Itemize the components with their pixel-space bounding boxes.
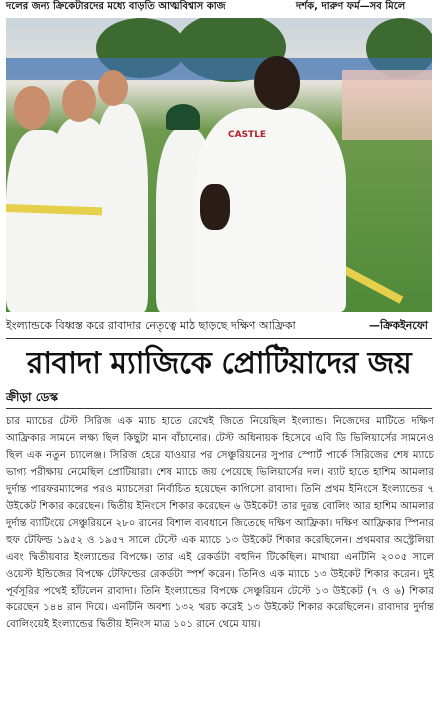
player-left-head [14,86,50,130]
news-photo [6,18,432,312]
article-body: চার ম্যাচের টেস্ট সিরিজ এক ম্যাচ হাতে রেখেই জিতে নিয়েছিল ইংল্যান্ড। নিজেদের মাটিতে দক্ষিণ আফ্রিকার সামনে লক্ষ্য ছিল কিছুটা মান বাঁচানোর। টেস্ট অধিনায়ক হিসেবে এবি ডি ভিলিয়ার্সের সামনেও ছিল এক নতুন চ্যালেঞ্জ। সিরিজ হেরে যাওয়ার পর সেঞ্চুরিয়নের সুপার স্পোর্ট পার্কে সিরিজের শেষ ম্যাচে ভাগ্য পরীক্ষায় নেমেছিল প্রোটিয়ারা। শেষ ম্যাচে জয় পেয়েছে ভিলিয়ার্সের দল। ব্যাট হাতে হাশিম আমলার দুর্দান্ত পারফরম্যান্সের পরও ম্যাচসেরা নির্বাচিত হয়েছেন কাগিসো রাবাদা। তিনি প্রথম ইনিংসে ইংল্যান্ডের ৭ উইকেট শিকার করেছেন। দ্বিতীয় ইনিংসে শিকার করেছেন ৬ উইকেট! তার দুরন্ত বোলিং আর হাশিম আমলার দুর্দান্ত ব্যাটিংয়ে সেঞ্চুরিয়নে ২৮০ রানের বিশাল ব্যবধানে জিতেছে দক্ষিণ আফ্রিকা। দক্ষিণ আফ্রিকার স্পিনার হুফ টেফিল্ড ১৯৫২ ও ১৯৫৭ সালে টেস্টে এক ম্যাচে ১৩ উইকেট শিকার করেছিলেন। প্রথমবার অস্ট্রেলিয়া এবং দ্বিতীয়বার ইংল্যান্ডের বিপক্ষে। তার এই রেকর্ডটা বহুদিন টিকেছিল। মাখায়া এনটিনি ২০০৫ সালে ওয়েস্ট ইন্ডিজের বিপক্ষে টেফিল্ডের রেকর্ডটা স্পর্শ করেন। তিনিও এক ম্যাচে ১৩ উইকেট শিকার করেন। দুই পূর্বসূরির পথেই হাঁটলেন রাবাদা। তিনি ইংল্যান্ডের বিপক্ষে সেঞ্চুরিয়ন টেস্টে ১৩ উইকেট (৭ ও ৬) শিকার করেছেন ১৪৪ রান দিয়ে। এনটিনি অবশ্য ১৩২ খরচ করেই ১৩ উইকেট শিকার করেছিলেন। রাবাদার দুর্দান্ত বোলিংয়েই ইংল্যান্ডের দ্বিতীয় ইনিংস মাত্র ১০১ রানে থেমে যায়। [6,416,434,631]
article-byline: ক্রীড়া ডেস্ক [6,390,59,404]
main-player-hand [200,184,230,230]
top-strip-left: দলের জন্য ক্রিকেটারদের মধ্যে বাড়তি আত্মবিশ্বাস কাজ [6,1,226,12]
divider-bottom [6,408,432,409]
player-second-head [62,80,96,122]
player-behind-cap [166,104,200,130]
photo-credit: —ক্রিকইনফো [369,319,428,332]
article-headline: রাবাদা ম্যাজিকে প্রোটিয়াদের জয় [26,346,412,381]
player-third-head [98,70,128,106]
jersey-sponsor: CASTLE [228,130,267,140]
top-strip-right: দর্শক, দারুণ ফর্ম—সব মিলে [296,1,406,12]
top-strip [0,0,444,14]
main-player-head [254,56,300,110]
stadium-stand [342,70,432,140]
photo-caption [6,317,432,335]
caption-text: ইংল্যান্ডকে বিধ্বস্ত করে রাবাদার নেতৃত্বে মাঠ ছাড়ছে দক্ষিণ আফ্রিকা [6,319,296,332]
divider-top [6,338,432,339]
